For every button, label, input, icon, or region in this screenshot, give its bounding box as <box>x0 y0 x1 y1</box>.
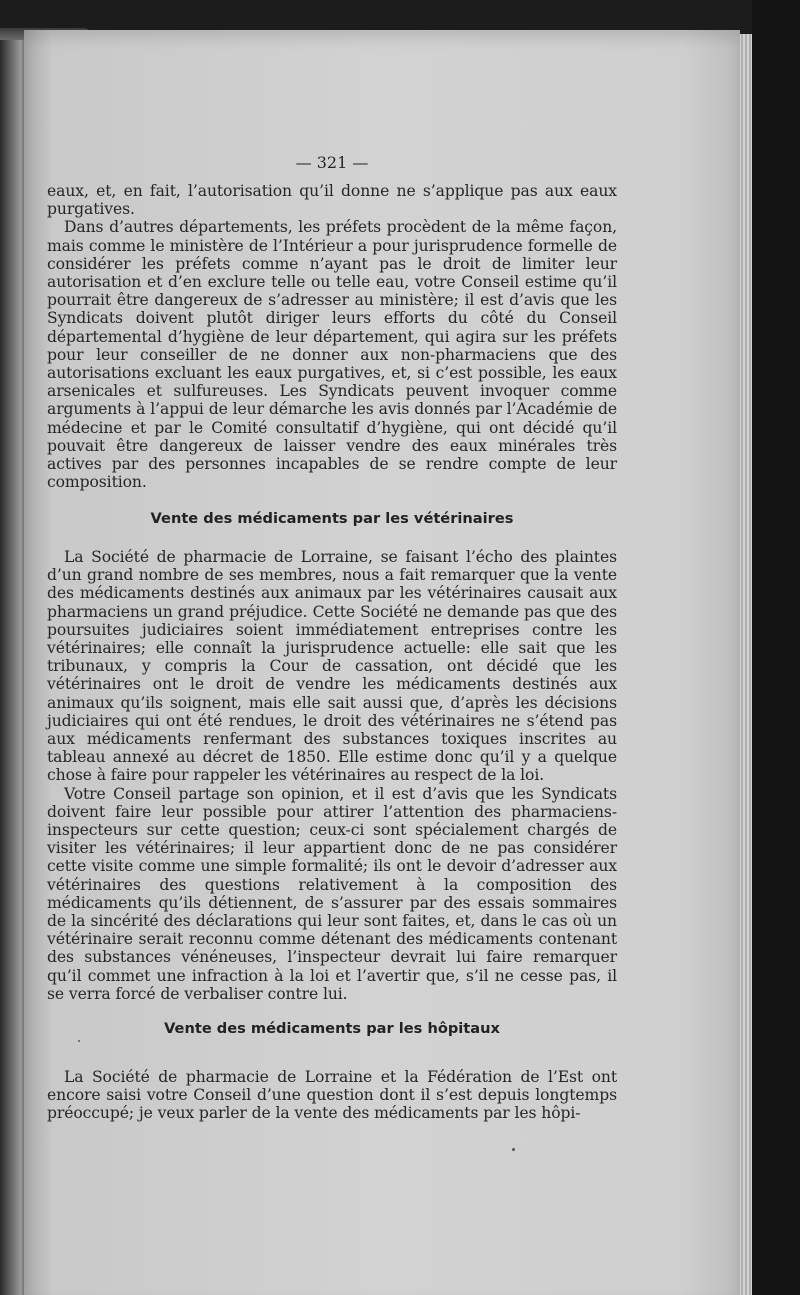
page-stack-edge <box>738 34 752 1295</box>
paragraph: La Société de pharmacie de Lorraine, se faisant l’écho des plaintes d’un grand nombre de ses membres, nous a fait remarquer que la vente des médicaments destinés aux animaux par les vétérinaires causait aux pharmaciens un grand préjudice. Cette Société ne demande pas que des poursuites judiciaires soient immédiatement entreprises contre les vétérinaires; elle connaît la jurisprudence actuelle: elle sait que les tribunaux, y compris la Cour de cassation, ont décidé que les vétérinaires ont le droit de vendre les médicaments destinés aux animaux qu’ils soignent, mais elle sait aussi que, d’après les décisions judiciaires qui ont été rendues, le droit des vétérinaires ne s’étend pas aux médicaments renfermant des substances toxiques inscrites au tableau annexé au décret de 1850. Elle estime donc qu’il y a quelque chose à faire pour rappeler les vétérinaires au respect de la loi. <box>47 548 617 785</box>
adjacent-page-edge <box>0 40 26 1295</box>
paper-speck <box>78 1040 80 1042</box>
paragraph: Votre Conseil partage son opinion, et il est d’avis que les Syndicats doivent faire leur possible pour attirer l’attention des pharmaciens-inspecteurs sur cette question; ceux-ci sont spécialement chargés de visiter les vétérinaires; il leur appartient donc de ne pas considérer cette visite comme une simple formalité; ils ont le devoir d’adresser aux vétérinaires des questions relativement à la composition des médicaments qu’ils détiennent, de s’assurer par des essais sommaires de la sincérité des déclarations qui leur sont faites, et, dans le cas où un vétérinaire serait reconnu comme détenant des médicaments contenant des substances vénéneuses, l’inspecteur devrait lui faire remarquer qu’il commet une infraction à la loi et l’avertir que, s’il ne cesse pas, il se verra forcé de verbaliser contre lui. <box>47 784 617 1003</box>
page-number: — 321 — <box>295 153 369 172</box>
paragraph: La Société de pharmacie de Lorraine et la Fédération de l’Est ont encore saisi votre Conseil d’une question dont il s’est depuis longtemps préoccupé; je veux parler de la vente des médicaments par les hôpi- <box>47 1068 617 1123</box>
background-dark <box>752 0 800 1295</box>
section-heading-veterinaires: Vente des médicaments par les vétérinaires <box>150 510 514 527</box>
paragraph: eaux, et, en fait, l’autorisation qu’il donne ne s’applique pas aux eaux purgatives. <box>47 182 617 219</box>
paper-speck <box>512 1148 515 1151</box>
paragraph: Dans d’autres départements, les préfets procèdent de la même façon, mais comme le ministère de l’Intérieur a pour jurisprudence formelle de considérer les préfets comme n’ayant pas le droit de limiter leur autorisation et d’en exclure telle ou telle eau, votre Conseil estime qu’il pourrait être dangereux de s’adresser au ministère; il est d’avis que les Syndicats doivent plutôt diriger leurs efforts du côté du Conseil départemental d’hygiène de leur département, qui agira sur les préfets pour leur conseiller de ne donner aux non-pharmaciens que des autorisations excluant les eaux purgatives, et, si c’est possible, les eaux arsenicales et sulfureuses. Les Syndicats peuvent invoquer comme arguments à l’appui de leur démarche les avis donnés par l’Académie de médecine et par le Comité consultatif d’hygiène, qui ont décidé qu’il pouvait être dangereux de laisser vendre des eaux minérales très actives par des personnes incapables de se rendre compte de leur composition. <box>47 218 617 492</box>
section-veterinaires <box>47 548 617 1003</box>
section-intro <box>47 182 617 491</box>
section-heading-hopitaux: Vente des médicaments par les hôpitaux <box>164 1020 500 1037</box>
section-hopitaux <box>47 1068 617 1123</box>
